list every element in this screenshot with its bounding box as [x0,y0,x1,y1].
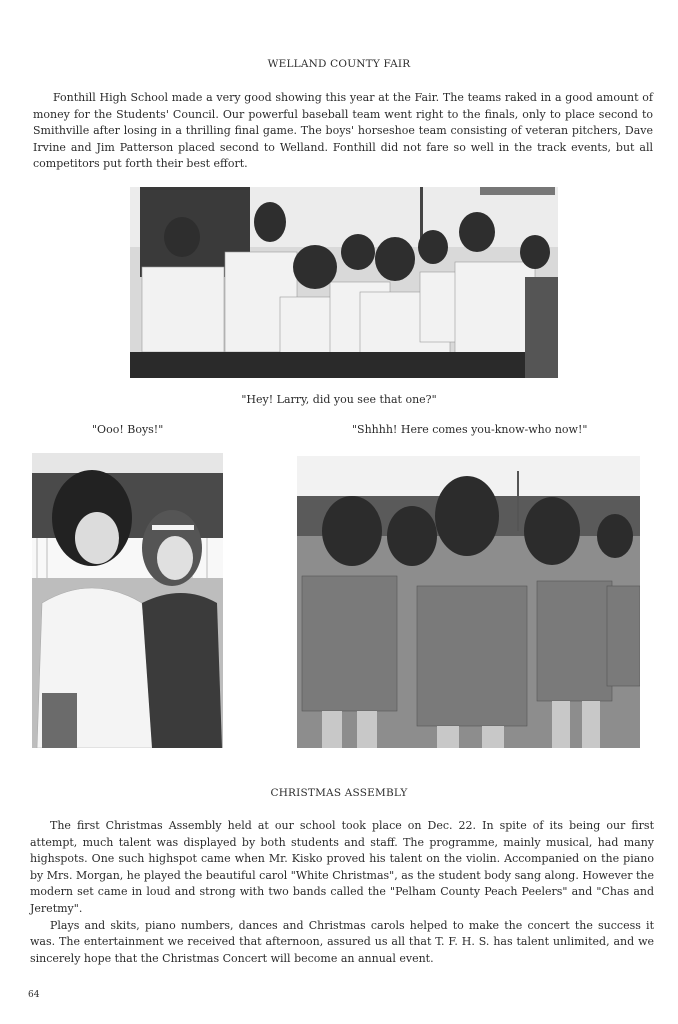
photo-two-girls [32,453,223,748]
page-number: 64 [28,990,40,1000]
caption-left-photo: "Ooo! Boys!" [92,423,164,436]
section-title-fair: WELLAND COUNTY FAIR [267,58,411,70]
fair-paragraph: Fonthill High School made a very good showing this year at the Fair. The teams raked in a good amount of money for the Students' Council. Our powerful baseball team went right to the finals, only to place second to Smithville after losing in a thrilling final game. The boys' horseshoe team consisting of veteran pitchers, Dave Irvine and Jim Patterson placed second to Welland. Fonthill did not fare so well in the track events, but all competitors put forth their best effort. [33,91,653,171]
photo-placeholder-graphic [297,456,640,748]
section-title-christmas: CHRISTMAS ASSEMBLY [270,787,408,799]
photo-placeholder-graphic [32,453,223,748]
christmas-paragraph-1: The first Christmas Assembly held at our school took place on Dec. 22. In spite of its being our first attempt, much talent was displayed by both students and staff. The programme, mainly musical, had many highspots. One such highspot came when Mr. Kisko proved his talent on the violin. Accompanied on the piano by Mrs. Morgan, he played the beautiful carol "White Christmas", as the student body sang along. However the modern set came in loud and strong with two bands called the "Pelham County Peach Peelers" and "Chas and Jeretmy". [30,819,654,915]
christmas-paragraphs [30,818,654,967]
christmas-paragraph-2: Plays and skits, piano numbers, dances and Christmas carols helped to make the concert the success it was. The entertainment we received that afternoon, assured us all that T. F. H. S. has talent unlimited, and we sincerely hope that the Christmas Concert will become an annual event. [30,918,654,965]
photo-girls-circle [297,456,640,748]
caption-top-photo: "Hey! Larry, did you see that one?" [241,393,437,406]
photo-placeholder-graphic [130,187,558,378]
caption-right-photo: "Shhhh! Here comes you-know-who now!" [352,423,588,436]
photo-fair-group [130,187,558,378]
